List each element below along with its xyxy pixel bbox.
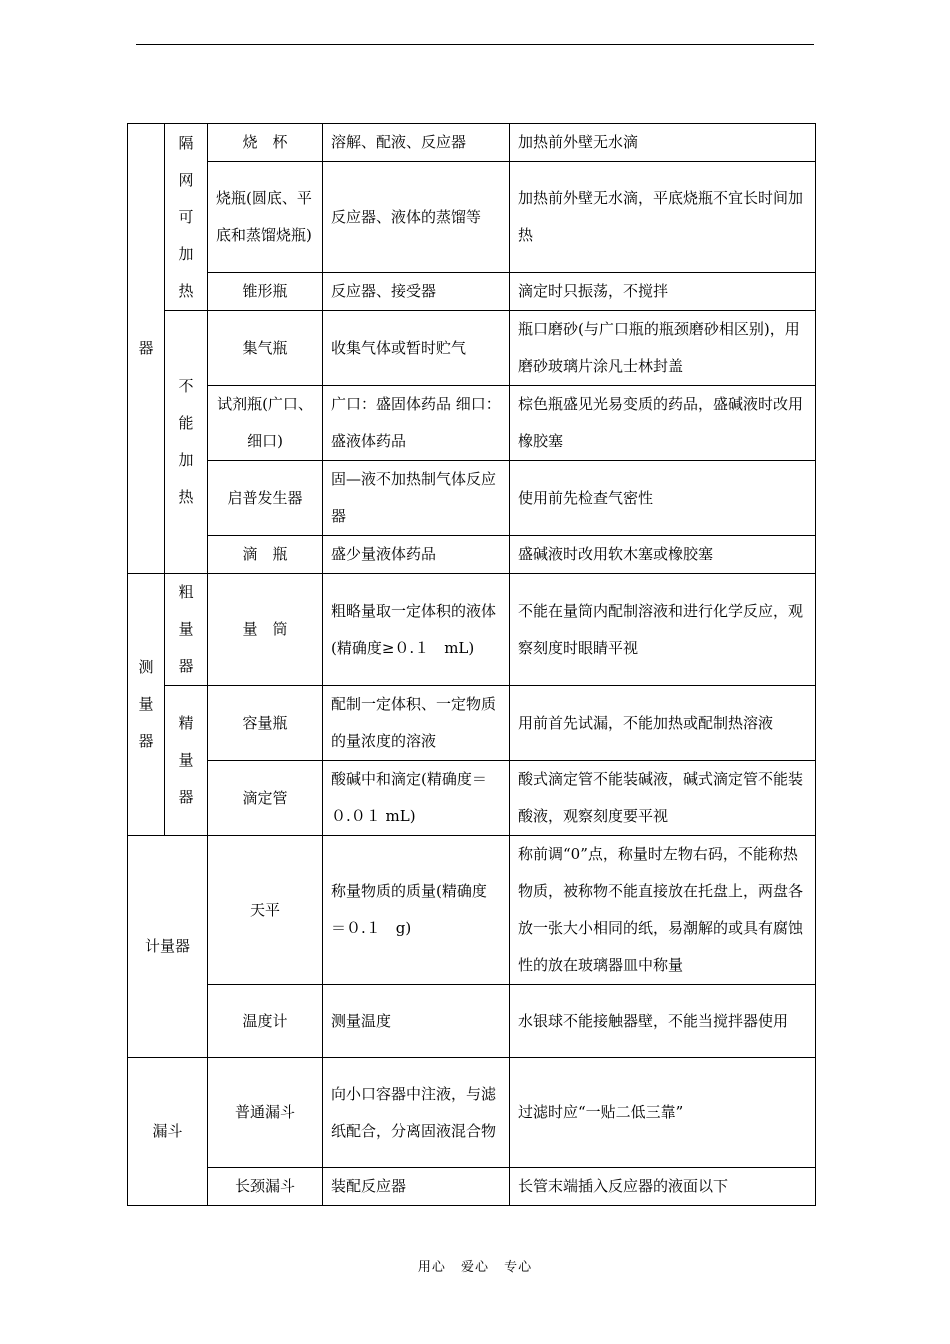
subgroup-cell: 隔网可加热 — [165, 124, 208, 311]
instrument-use: 反应器、接受器 — [323, 273, 510, 311]
instrument-note: 瓶口磨砂(与广口瓶的瓶颈磨砂相区别)，用磨砂玻璃片涂凡士林封盖 — [510, 311, 816, 386]
instrument-use: 向小口容器中注液，与滤纸配合，分离固液混合物 — [323, 1058, 510, 1168]
instrument-note: 水银球不能接触器壁，不能当搅拌器使用 — [510, 985, 816, 1058]
table-row — [128, 386, 816, 461]
instrument-name: 滴定管 — [208, 761, 323, 836]
instrument-note: 酸式滴定管不能装碱液，碱式滴定管不能装酸液，观察刻度要平视 — [510, 761, 816, 836]
instrument-use: 测量温度 — [323, 985, 510, 1058]
instrument-note: 滴定时只振荡，不搅拌 — [510, 273, 816, 311]
instrument-use: 收集气体或暂时贮气 — [323, 311, 510, 386]
instrument-use: 酸碱中和滴定(精确度＝０.０１ mL) — [323, 761, 510, 836]
instrument-name: 启普发生器 — [208, 461, 323, 536]
instrument-use: 配制一定体积、一定物质的量浓度的溶液 — [323, 686, 510, 761]
subgroup-cell: 不能加热 — [165, 311, 208, 574]
table-row — [128, 461, 816, 536]
table-row — [128, 162, 816, 273]
footer-text: 爱心 — [460, 1260, 489, 1275]
instrument-use: 装配反应器 — [323, 1168, 510, 1206]
table-row — [128, 761, 816, 836]
instrument-note: 不能在量筒内配制溶液和进行化学反应，观察刻度时眼睛平视 — [510, 574, 816, 686]
instrument-name: 滴 瓶 — [208, 536, 323, 574]
instrument-name: 容量瓶 — [208, 686, 323, 761]
instrument-note: 加热前外壁无水滴 — [510, 124, 816, 162]
instrument-note: 用前首先试漏，不能加热或配制热溶液 — [510, 686, 816, 761]
table-row — [128, 273, 816, 311]
instrument-use: 广口：盛固体药品 细口：盛液体药品 — [323, 386, 510, 461]
instrument-use: 溶解、配液、反应器 — [323, 124, 510, 162]
instrument-note: 加热前外壁无水滴，平底烧瓶不宜长时间加热 — [510, 162, 816, 273]
subgroup-cell: 粗量器 — [165, 574, 208, 686]
footer-text: 专心 — [504, 1260, 533, 1275]
instrument-name: 锥形瓶 — [208, 273, 323, 311]
instrument-note: 棕色瓶盛见光易变质的药品，盛碱液时改用橡胶塞 — [510, 386, 816, 461]
instrument-name: 天平 — [208, 836, 323, 985]
footer-text: 用心 — [417, 1260, 446, 1275]
instrument-use: 固—液不加热制气体反应器 — [323, 461, 510, 536]
table-row — [128, 1168, 816, 1206]
instrument-name: 烧瓶(圆底、平底和蒸馏烧瓶) — [208, 162, 323, 273]
table-row — [128, 311, 816, 386]
instrument-use: 盛少量液体药品 — [323, 536, 510, 574]
instrument-note: 盛碱液时改用软木塞或橡胶塞 — [510, 536, 816, 574]
page-footer — [0, 1256, 950, 1275]
header-rule — [136, 44, 814, 45]
subgroup-cell: 精量器 — [165, 686, 208, 836]
instrument-name: 普通漏斗 — [208, 1058, 323, 1168]
instrument-use: 称量物质的质量(精确度＝０.１ g) — [323, 836, 510, 985]
instrument-use: 反应器、液体的蒸馏等 — [323, 162, 510, 273]
instrument-note: 使用前先检查气密性 — [510, 461, 816, 536]
instrument-use: 粗略量取一定体积的液体(精确度≥０.１ mL) — [323, 574, 510, 686]
category-cell: 器 — [128, 124, 165, 574]
instrument-name: 量 筒 — [208, 574, 323, 686]
instrument-note: 过滤时应“一贴二低三靠” — [510, 1058, 816, 1168]
category-cell: 漏斗 — [128, 1058, 208, 1206]
table-row — [128, 1058, 816, 1168]
instrument-note: 长管末端插入反应器的液面以下 — [510, 1168, 816, 1206]
instrument-name: 试剂瓶(广口、细口) — [208, 386, 323, 461]
instrument-note: 称前调“0”点，称量时左物右码，不能称热物质，被称物不能直接放在托盘上，两盘各放一张大小相同的纸，易潮解的或具有腐蚀性的放在玻璃器皿中称量 — [510, 836, 816, 985]
category-cell: 计量器 — [128, 836, 208, 1058]
table-row — [128, 574, 816, 686]
instrument-name: 烧 杯 — [208, 124, 323, 162]
table-row — [128, 536, 816, 574]
instrument-name: 长颈漏斗 — [208, 1168, 323, 1206]
instrument-name: 集气瓶 — [208, 311, 323, 386]
instrument-table — [127, 123, 816, 1206]
table-row — [128, 686, 816, 761]
category-cell: 测量器 — [128, 574, 165, 836]
table-row — [128, 836, 816, 985]
table-row — [128, 985, 816, 1058]
table-row — [128, 124, 816, 162]
instrument-name: 温度计 — [208, 985, 323, 1058]
